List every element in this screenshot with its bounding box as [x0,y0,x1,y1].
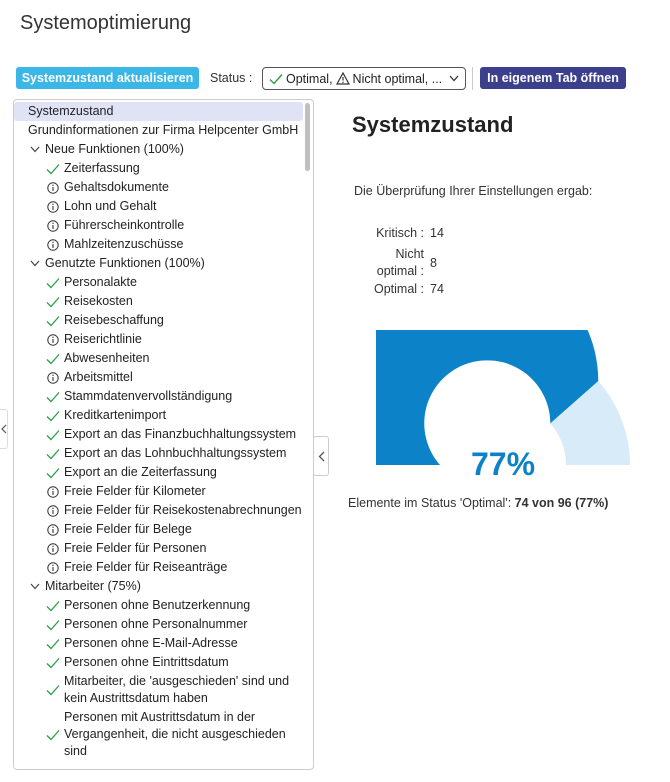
tree-item-label: Genutzte Funktionen (100%) [45,256,205,270]
check-icon [45,274,61,291]
tree-item[interactable] [14,273,303,292]
tree-item-label: Zeiterfassung [64,161,140,175]
chevron-down-icon [449,75,459,82]
tree-item[interactable] [14,558,303,577]
tree-item-label: Mitarbeiter, die 'ausgeschieden' sind und kein Austrittsdatum haben [64,674,290,705]
tree-item-label: Abwesenheiten [64,351,150,365]
tree-item[interactable] [14,178,303,197]
check-icon [269,73,283,85]
tree-item-label: Freie Felder für Belege [64,522,192,536]
info-icon [45,540,61,557]
check-icon [45,726,61,743]
stat-label: Kritisch : [376,226,424,240]
check-icon [45,635,61,652]
optimal-summary [348,496,608,510]
tree-item-label: Freie Felder für Reiseanträge [64,560,228,574]
main-title: Systemzustand [352,112,514,137]
tree-item-label: Stammdatenvervollständigung [64,389,233,403]
chevron-left-icon [318,451,325,462]
check-icon [45,160,61,177]
tree-item-label: Arbeitsmittel [64,370,133,384]
stat-value: 8 [430,256,437,270]
info-icon [45,559,61,576]
tree-item-label: Personen ohne E-Mail-Adresse [64,636,238,650]
check-icon [45,293,61,310]
tree-item[interactable] [14,634,303,653]
check-icon [45,312,61,329]
check-icon [45,682,61,699]
tree-item[interactable] [14,425,303,444]
toolbar-divider [472,67,473,90]
tree-item-label: Export an die Zeiterfassung [64,465,217,479]
check-icon [45,350,61,367]
tree-item[interactable] [14,311,303,330]
check-icon [45,388,61,405]
info-icon [45,179,61,196]
tree-item[interactable] [14,596,303,615]
tree-item-label: Kreditkartenimport [64,408,167,422]
tree-item-label: Personen ohne Benutzerkennung [64,598,251,612]
navigation-tree [14,100,303,769]
tree-item[interactable] [14,406,303,425]
tree-item[interactable] [14,387,303,406]
status-option-optimal: Optimal, [286,71,333,86]
refresh-status-button[interactable]: Systemzustand aktualisieren [16,67,199,89]
collapse-left-handle[interactable] [0,409,8,449]
chevron-down-icon[interactable] [27,255,43,272]
open-in-new-tab-button[interactable]: In eigenem Tab öffnen [480,67,626,89]
tree-item-label: Lohn und Gehalt [64,199,157,213]
check-icon [45,654,61,671]
result-intro: Die Überprüfung Ihrer Einstellungen ergab: [354,184,593,198]
status-filter-select[interactable] [262,67,466,90]
info-icon [45,198,61,215]
tree-group[interactable] [14,577,303,596]
tree-item-label: Personalakte [64,275,137,289]
tree-item-label: Personen ohne Eintrittsdatum [64,655,229,669]
tree-item[interactable] [14,349,303,368]
stat-value: 14 [430,226,444,240]
tree-item[interactable] [14,121,303,140]
status-filter-label: Status : [210,71,253,85]
tree-scrollbar[interactable] [305,103,310,171]
warning-icon [336,72,350,85]
tree-item-label: Systemzustand [28,104,114,118]
tree-item[interactable] [14,216,303,235]
tree-item-label: Freie Felder für Kilometer [64,484,206,498]
tree-item[interactable] [14,463,303,482]
tree-group[interactable] [14,140,303,159]
tree-item-label: Personen mit Austrittsdatum in der Vergangenheit, die nicht ausgeschieden sind [64,710,286,758]
tree-item[interactable] [14,235,303,254]
info-icon [45,483,61,500]
tree-item-label: Reisekosten [64,294,133,308]
tree-item[interactable] [14,102,303,121]
check-icon [45,616,61,633]
collapse-tree-button[interactable] [313,436,329,476]
tree-item[interactable] [14,368,303,387]
tree-item[interactable] [14,520,303,539]
info-icon [45,369,61,386]
info-icon [45,217,61,234]
check-icon [45,407,61,424]
tree-item[interactable] [14,672,303,708]
stat-value: 74 [430,282,444,296]
tree-item-label: Gehaltsdokumente [64,180,169,194]
tree-item-label: Export an das Finanzbuchhaltungssystem [64,427,297,441]
check-icon [45,597,61,614]
tree-item-label: Neue Funktionen (100%) [45,142,184,156]
tree-item[interactable] [14,539,303,558]
stat-label: Nicht optimal : [376,247,424,278]
stat-optimal [354,282,444,296]
tree-item-label: Mahlzeitenzuschüsse [64,237,184,251]
tree-item[interactable] [14,444,303,463]
tree-item[interactable] [14,197,303,216]
tree-item-label: Export an das Lohnbuchhaltungssystem [64,446,287,460]
chevron-left-icon [1,424,7,434]
tree-item-label: Mitarbeiter (75%) [45,579,141,593]
stat-critical [354,226,444,240]
tree-item[interactable] [14,653,303,672]
tree-group[interactable] [14,254,303,273]
tree-item[interactable] [14,292,303,311]
gauge-percentage: 77% [470,446,536,482]
tree-item[interactable] [14,330,303,349]
tree-item-label: Personen ohne Personalnummer [64,617,248,631]
tree-item-label: Reisebeschaffung [64,313,164,327]
tree-item[interactable] [14,615,303,634]
status-option-not-optimal: Nicht optimal, ... [352,71,443,86]
tree-item-label: Reiserichtlinie [64,332,142,346]
chevron-down-icon[interactable] [27,141,43,158]
info-icon [45,521,61,538]
tree-item-label: Freie Felder für Reisekostenabrechnungen [64,503,302,517]
summary-prefix: Elemente im Status 'Optimal': [348,496,512,510]
stat-not-optimal [354,246,437,280]
tree-item[interactable] [14,482,303,501]
page-title: Systemoptimierung [20,12,192,34]
chevron-down-icon[interactable] [27,578,43,595]
info-icon [45,236,61,253]
tree-item-label: Freie Felder für Personen [64,541,207,555]
tree-item-label: Grundinformationen zur Firma Helpcenter GmbH [28,123,299,137]
info-icon [45,331,61,348]
summary-value: 74 von 96 (77%) [514,496,609,510]
info-icon [45,502,61,519]
toolbar [16,67,636,91]
tree-item[interactable] [14,708,303,761]
check-icon [45,464,61,481]
stat-label: Optimal : [373,282,424,296]
tree-item[interactable] [14,501,303,520]
tree-item-label: Führerscheinkontrolle [64,218,185,232]
check-icon [45,426,61,443]
navigation-tree-panel [13,99,314,770]
tree-item[interactable] [14,159,303,178]
check-icon [45,445,61,462]
